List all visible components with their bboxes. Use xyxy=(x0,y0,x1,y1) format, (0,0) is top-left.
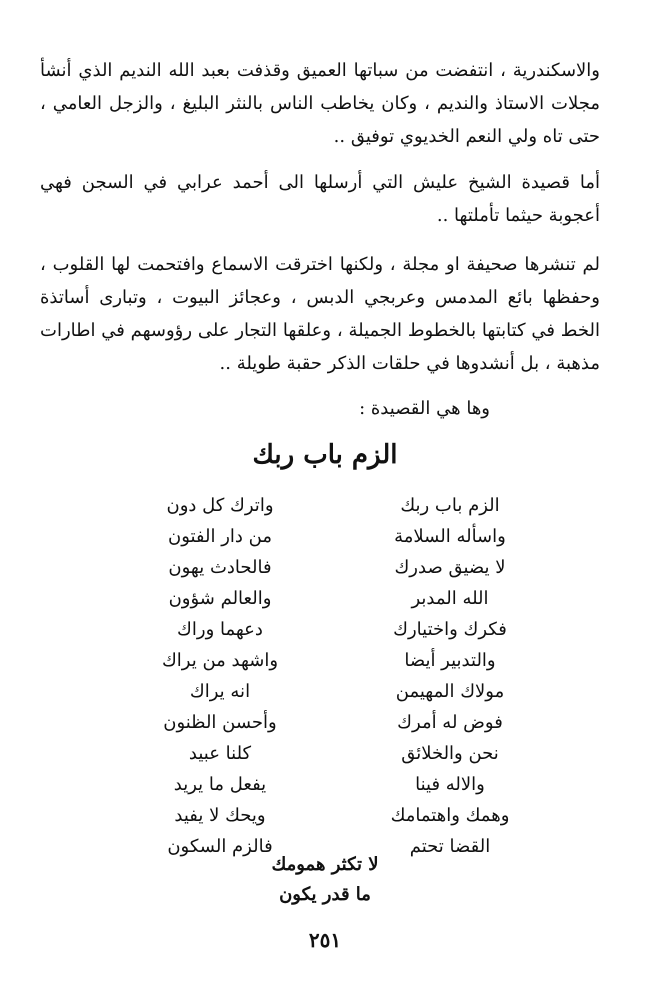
closing-couplet xyxy=(0,850,650,910)
poem-intro: وها هي القصيدة : xyxy=(359,398,490,419)
verse-second-hemistich: دعهما وراك xyxy=(177,619,263,640)
verse-second-hemistich: ويحك لا يفيد xyxy=(174,805,266,826)
verse-second-hemistich: والعالم شؤون xyxy=(168,588,272,609)
verse-first-hemistich: فكرك واختيارك xyxy=(393,619,507,640)
paragraph-text: والاسكندرية ، انتفضت من سباتها العميق وقذفت بعبد الله النديم الذي أنشأ مجلات الاستاذ والنديم ، وكان يخاطب الناس بالنثر البليغ ، والزجل العامي ، حتى تاه ولي النعم الخديوي توفيق .. xyxy=(40,60,600,147)
verse-first-hemistich: وهمك واهتمامك xyxy=(390,805,510,826)
verse-second-hemistich: فالحادث يهون xyxy=(168,557,272,578)
verse-line xyxy=(120,707,550,738)
verse-first-hemistich: القضا تحتم xyxy=(409,836,491,857)
verse-line xyxy=(120,490,550,521)
verse-first-hemistich: الله المدبر xyxy=(411,588,489,609)
verse-line xyxy=(120,583,550,614)
verse-line xyxy=(120,800,550,831)
verse-second-hemistich: كلنا عبيد xyxy=(188,743,252,764)
verse-second-hemistich: انه يراك xyxy=(189,681,251,702)
verse-second-hemistich: يفعل ما يريد xyxy=(173,774,267,795)
verse-second-hemistich: واترك كل دون xyxy=(166,495,274,516)
paragraph-alish-poem xyxy=(40,166,600,232)
verse-first-hemistich: مولاك المهيمن xyxy=(395,681,505,702)
verse-second-hemistich: من دار الفتون xyxy=(167,526,273,547)
verse-line xyxy=(120,614,550,645)
paragraph-poem-spread xyxy=(40,248,600,380)
verse-second-hemistich: واشهد من يراك xyxy=(161,650,279,671)
verse-first-hemistich: واسأله السلامة xyxy=(394,526,506,547)
paragraph-text: أما قصيدة الشيخ عليش التي أرسلها الى أحمد عرابي في السجن فهي أعجوبة حيثما تأملتها .. xyxy=(40,172,600,226)
verse-first-hemistich: لا يضيق صدرك xyxy=(394,557,506,578)
verse-first-hemistich: فوض له أمرك xyxy=(397,712,503,733)
closing-line: ما قدر يكون xyxy=(279,884,371,905)
paragraph-text: لم تنشرها صحيفة او مجلة ، ولكنها اخترقت الاسماع وافتحمت لها القلوب ، وحفظها بائع المدمس وعربجي الدبس ، وعجائز البيوت ، وتبارى أساتذة الخط في كتابتها بالخطوط الجميلة ، وعلقها التجار على رؤوسهم في اطارات مذهبة ، بل أنشدوها في حلقات الذكر حقبة طويلة .. xyxy=(40,254,600,374)
paragraph-nadim xyxy=(40,54,600,153)
closing-line: لا تكثر همومك xyxy=(271,854,379,875)
verse-line xyxy=(120,521,550,552)
verse-first-hemistich: الزم باب ربك xyxy=(400,495,500,516)
page-number: ٢٥١ xyxy=(308,928,342,952)
verse-second-hemistich: وأحسن الظنون xyxy=(163,712,277,733)
verse-first-hemistich: والتدبير أيضا xyxy=(404,650,496,671)
verse-line xyxy=(120,552,550,583)
verse-line xyxy=(120,676,550,707)
poem-verses xyxy=(120,490,550,862)
verse-first-hemistich: نحن والخلائق xyxy=(401,743,499,764)
verse-line xyxy=(120,645,550,676)
verse-second-hemistich: فالزم السكون xyxy=(167,836,273,857)
verse-first-hemistich: والاله فينا xyxy=(415,774,485,795)
verse-line xyxy=(120,738,550,769)
verse-line xyxy=(120,769,550,800)
poem-title: الزم باب ربك xyxy=(252,440,398,470)
